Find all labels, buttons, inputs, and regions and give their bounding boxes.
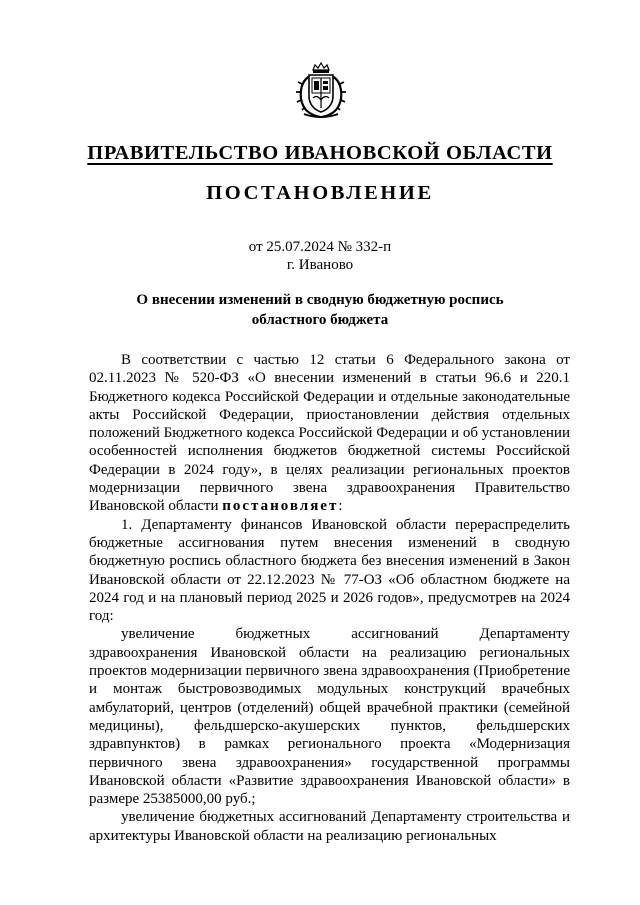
item-1-paragraph: 1. Департаменту финансов Ивановской области перераспределить бюджетные ассигнования путем внесения изменений в сводную бюджетную роспись областного бюджета без внесения изменений в Закон Ивановской области от 22.12.2023 № 77-ОЗ «Об областном бюджете на 2024 год и на плановый период 2025 и 2026 годов», предусмотрев на 2024 год:	[89, 516, 570, 625]
preamble-paragraph	[89, 351, 570, 516]
resolves-keyword: постановляет	[222, 498, 339, 515]
document-type-heading: ПОСТАНОВЛЕНИЕ	[206, 182, 434, 204]
document-date-number: от 25.07.2024 № 332-п	[248, 239, 392, 255]
subject-line-1: О внесении изменений в сводную бюджетную роспись	[136, 292, 504, 308]
coat-of-arms-emblem	[296, 62, 346, 120]
document-body	[89, 351, 570, 845]
subject-line-2: областного бюджета	[251, 312, 389, 328]
item-1b-paragraph: увеличение бюджетных ассигнований Департаменту строительства и архитектуры Ивановской области на реализацию региональных	[89, 809, 570, 844]
document-city: г. Иваново	[286, 257, 354, 273]
government-title: ПРАВИТЕЛЬСТВО ИВАНОВСКОЙ ОБЛАСТИ	[87, 142, 553, 164]
item-1a-paragraph: увеличение бюджетных ассигнований Департаменту здравоохранения Ивановской области на реализацию региональных проектов модернизации первичного звена здравоохранения (Приобретение и монтаж быстровозводимых модульных конструкций врачебных амбулаторий, центров (отделений) общей врачебной практики (семейной медицины), фельдшерско-акушерских пунктов, фельдшерских здравпунктов) в рамках регионального проекта «Модернизация первичного звена здравоохранения» государственной программы Ивановской области «Развитие здравоохранения Ивановской области» в размере 25385000,00 руб.;	[89, 626, 570, 808]
resolves-colon: :	[338, 498, 343, 515]
preamble-text: В соответствии с частью 12 статьи 6 Федерального закона от 02.11.2023 № 520-ФЗ «О внесении изменений в статьи 96.6 и 220.1 Бюджетного кодекса Российской Федерации и отдельные законодательные акты Российской Федерации, приостановлении действия отдельных положений Бюджетного кодекса Российской Федерации и об установлении особенностей исполнения бюджетов бюджетной системы Российской Федерации в 2024 году», в целях реализации региональных проектов модернизации первичного звена здравоохранения Правительство Ивановской области	[89, 352, 570, 515]
document-subject	[0, 290, 640, 330]
